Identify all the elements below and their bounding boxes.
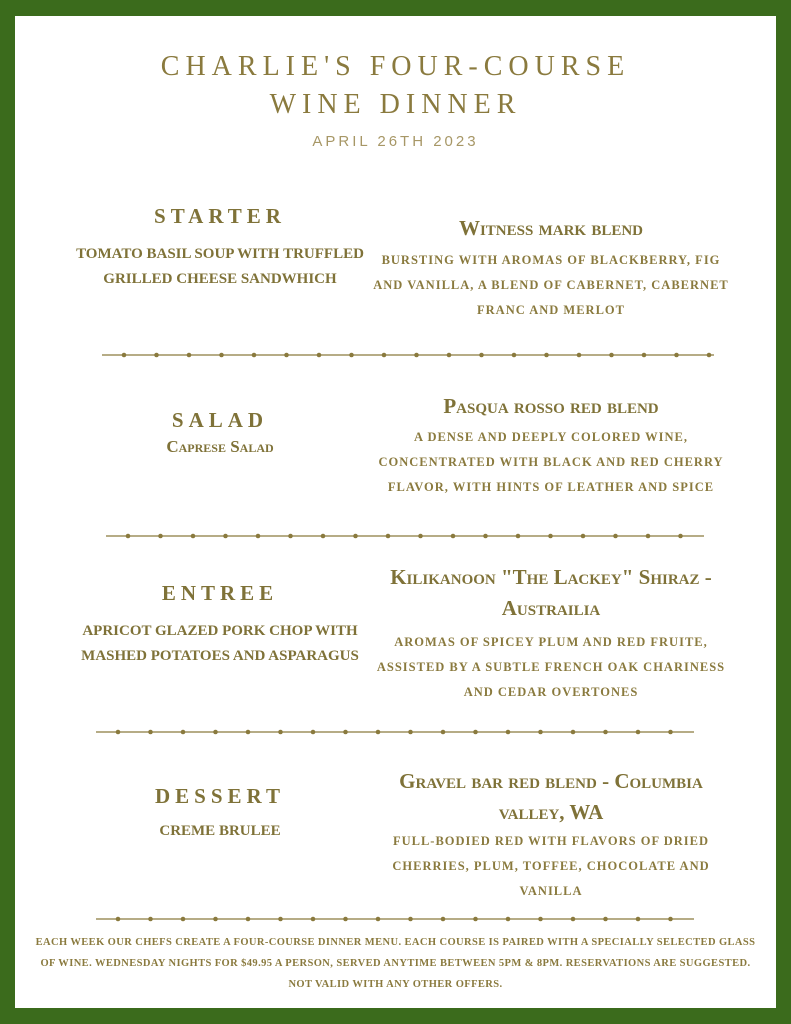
course-label-starter: STARTER [154, 204, 286, 228]
divider [102, 351, 714, 359]
divider [96, 728, 694, 736]
wine-desc-entree: AROMAS OF SPICEY PLUM AND RED FRUITE, ASSISTED BY A SUBTLE FRENCH OAK CHARINESS AND CEDAR OVERTONES [376, 635, 726, 699]
divider [96, 915, 694, 923]
course-dish-starter: TOMATO BASIL SOUP WITH TRUFFLED GRILLED CHEESE SANDWHICH [76, 246, 364, 287]
divider [106, 532, 704, 540]
wine-desc-dessert: FULL-BODIED RED WITH FLAVORS OF DRIED CHERRIES, PLUM, TOFFEE, CHOCOLATE AND VANILLA [392, 834, 710, 898]
wine-name-salad: Pasqua rosso red blend [443, 394, 659, 418]
wine-name-starter: Witness mark blend [458, 216, 644, 240]
wine-name-dessert: Gravel bar red blend - Columbia valley, WA [399, 769, 703, 824]
footer-note: EACH WEEK OUR CHEFS CREATE A FOUR-COURSE DINNER MENU. EACH COURSE IS PAIRED WITH A SPECIALLY SELECTED GLASS OF WINE. WEDNESDAY NIGHTS FOR $49.95 A PERSON, SERVED ANYTIME BETWEEN 5PM & 8PM. RESERVATIONS ARE SUGGESTED. NOT VALID WITH ANY OTHER OFFERS. [35, 937, 756, 990]
menu-title-line2: WINE DINNER [269, 89, 522, 120]
event-date: APRIL 26TH 2023 [312, 133, 479, 150]
course-label-salad: SALAD [171, 408, 269, 432]
menu-title-line1: CHARLIE'S FOUR-COURSE [160, 51, 631, 82]
course-dish-dessert: CREME BRULEE [159, 823, 281, 839]
wine-desc-starter: BURSTING WITH AROMAS OF BLACKBERRY, FIG AND VANILLA, A BLEND OF CABERNET, CABERNET FRANC AND MERLOT [373, 253, 729, 317]
course-label-entree: ENTREE [161, 581, 279, 605]
menu-page [15, 16, 776, 1008]
course-dish-salad: Caprese Salad [166, 437, 274, 456]
wine-name-entree: Kilikanoon "The Lackey" Shiraz - Austrailia [390, 565, 712, 620]
course-label-dessert: DESSERT [155, 784, 285, 808]
course-dish-entree: APRICOT GLAZED PORK CHOP WITH MASHED POTATOES AND ASPARAGUS [81, 623, 359, 664]
wine-desc-salad: A DENSE AND DEEPLY COLORED WINE, CONCENTRATED WITH BLACK AND RED CHERRY FLAVOR, WITH HINTS OF LEATHER AND SPICE [378, 430, 724, 494]
